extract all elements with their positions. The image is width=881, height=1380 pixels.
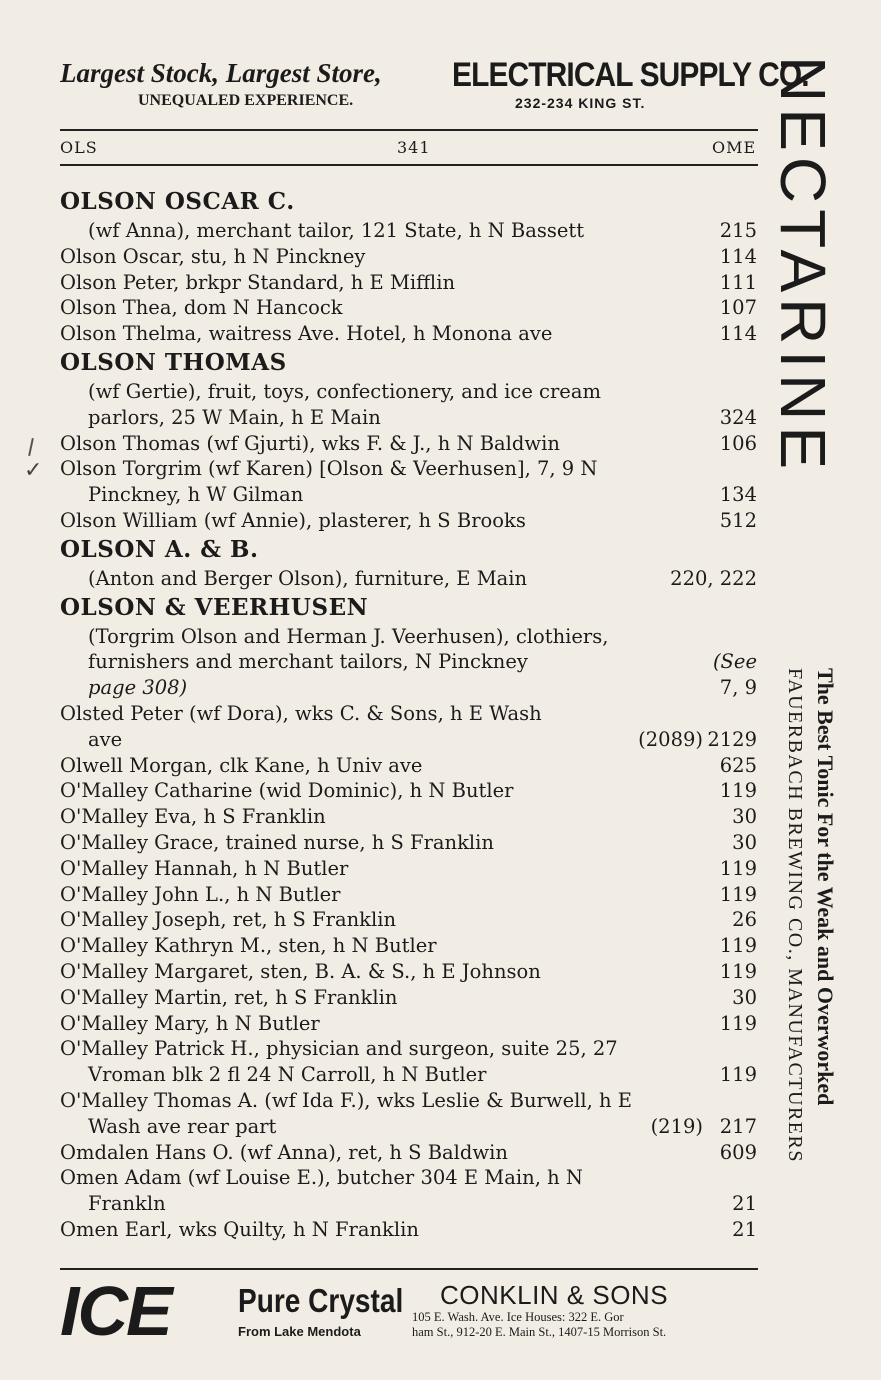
list-item bbox=[60, 244, 757, 270]
header-address: 232-234 KING ST. bbox=[515, 95, 646, 111]
entry-text: O'Malley Mary, h N Butler bbox=[60, 1011, 320, 1035]
entry-number: 119 bbox=[719, 934, 757, 958]
entry-text: O'Malley Grace, trained nurse, h S Franklin bbox=[60, 830, 494, 854]
entry-number: 625 bbox=[719, 753, 757, 777]
entry-number: 119 bbox=[719, 1063, 757, 1087]
list-item bbox=[60, 1114, 757, 1140]
list-item bbox=[60, 270, 757, 296]
footer-rule bbox=[60, 1268, 758, 1270]
list-item bbox=[60, 1062, 757, 1088]
entry-old-number: (2089) bbox=[638, 727, 703, 751]
list-item bbox=[60, 482, 757, 508]
heading-entry-name: OLSON A. & B. bbox=[60, 535, 259, 563]
entry-text: Olson Thelma, waitress Ave. Hotel, h Monona ave bbox=[60, 322, 553, 346]
entry-text: Olson Thomas (wf Gjurti), wks F. & J., h N Baldwin bbox=[60, 431, 560, 455]
entry-number: 119 bbox=[719, 1011, 757, 1035]
entry-number: 215 bbox=[719, 219, 757, 242]
list-item bbox=[60, 431, 757, 457]
entry-number: 220, 222 bbox=[670, 566, 757, 590]
list-item bbox=[60, 933, 757, 959]
side-ad-maker: FAUERBACH BREWING CO., MANUFACTURERS bbox=[784, 668, 806, 1163]
footer-ice-logo: ICE bbox=[60, 1272, 171, 1350]
entry-text: O'Malley Joseph, ret, h S Franklin bbox=[60, 908, 397, 932]
list-item bbox=[60, 1217, 757, 1243]
list-item bbox=[60, 1140, 757, 1166]
footer-address-line2: ham St., 912-20 E. Main St., 1407-15 Morrison St. bbox=[412, 1325, 667, 1339]
entry-text: Omen Adam (wf Louise E.), butcher 304 E Main, h N bbox=[60, 1166, 583, 1190]
header-experience: UNEQUALED EXPERIENCE. bbox=[138, 92, 354, 109]
entry-number: 2129 bbox=[707, 727, 757, 751]
footer-lake: From Lake Mendota bbox=[238, 1324, 361, 1339]
list-item bbox=[60, 830, 757, 856]
list-item bbox=[60, 675, 757, 701]
entry-number: 134 bbox=[719, 483, 757, 507]
directory-listing bbox=[60, 186, 757, 1243]
list-item bbox=[60, 649, 757, 675]
entry-number: 7, 9 bbox=[719, 676, 757, 700]
running-head-right: OME bbox=[712, 138, 757, 157]
list-item bbox=[60, 701, 757, 727]
entry-number: 114 bbox=[719, 244, 757, 268]
entry-text: Omen Earl, wks Quilty, h N Franklin bbox=[60, 1217, 419, 1241]
entry-text: O'Malley John L., h N Butler bbox=[60, 882, 341, 906]
entry-text: O'Malley Margaret, sten, B. A. & S., h E Johnson bbox=[60, 959, 541, 983]
entry-text: O'Malley Hannah, h N Butler bbox=[60, 856, 349, 880]
side-ad-tagline: The Best Tonic For the Weak and Overworked bbox=[813, 668, 838, 1106]
list-item bbox=[60, 959, 757, 985]
list-item bbox=[60, 856, 757, 882]
entry-text: ave bbox=[88, 727, 123, 751]
heading-entry-name: OLSON THOMAS bbox=[60, 348, 287, 376]
entry-text: (Torgrim Olson and Herman J. Veerhusen), clothiers, bbox=[88, 624, 609, 648]
entry-page-reference: page 308) bbox=[88, 676, 188, 700]
header-slogan: Largest Stock, Largest Store, bbox=[60, 58, 382, 88]
side-ad-brand-text: NECTARINE bbox=[767, 56, 839, 476]
entry-number: 119 bbox=[719, 779, 757, 803]
entry-text: furnishers and merchant tailors, N Pinckney bbox=[88, 650, 528, 674]
entry-text: Olson Thea, dom N Hancock bbox=[60, 296, 343, 320]
running-head-rule bbox=[60, 164, 758, 166]
list-item bbox=[60, 218, 757, 244]
entry-text: Omdalen Hans O. (wf Anna), ret, h S Baldwin bbox=[60, 1140, 508, 1164]
entry-text: Vroman blk 2 fl 24 N Carroll, h N Butler bbox=[88, 1063, 487, 1087]
entry-text: Olson Torgrim (wf Karen) [Olson & Veerhusen], 7, 9 N bbox=[60, 457, 598, 481]
list-item bbox=[60, 727, 757, 753]
list-item bbox=[60, 804, 757, 830]
entry-see-reference: (See bbox=[712, 650, 757, 674]
entry-text: Olson Peter, brkpr Standard, h E Mifflin bbox=[60, 270, 456, 294]
entry-text: O'Malley Patrick H., physician and surgeon, suite 25, 27 bbox=[60, 1037, 618, 1061]
entry-number: 324 bbox=[719, 405, 757, 429]
list-item bbox=[60, 456, 757, 482]
entry-text: (wf Anna), merchant tailor, 121 State, h N Bassett bbox=[88, 219, 585, 242]
entry-text: Pinckney, h W Gilman bbox=[88, 483, 304, 507]
entry-number: 119 bbox=[719, 882, 757, 906]
entry-number: 217 bbox=[719, 1114, 757, 1138]
heading-entry-name: OLSON & VEERHUSEN bbox=[60, 593, 369, 621]
entry-text: O'Malley Catharine (wid Dominic), h N Butler bbox=[60, 779, 514, 803]
heading-entry-name: OLSON OSCAR C. bbox=[60, 188, 295, 215]
entry-text: Olsted Peter (wf Dora), wks C. & Sons, h E Wash bbox=[60, 701, 542, 725]
list-item bbox=[60, 778, 757, 804]
entry-number: 609 bbox=[719, 1140, 757, 1164]
list-item bbox=[60, 508, 757, 534]
header-rule bbox=[60, 129, 758, 131]
entry-number: 30 bbox=[732, 805, 757, 829]
entry-number: 512 bbox=[719, 508, 757, 532]
list-item bbox=[60, 1191, 757, 1217]
entry-text: O'Malley Eva, h S Franklin bbox=[60, 805, 326, 829]
entry-text: Wash ave rear part bbox=[88, 1114, 277, 1138]
entry-number: 119 bbox=[719, 856, 757, 880]
entry-text: O'Malley Kathryn M., sten, h N Butler bbox=[60, 934, 437, 958]
list-item bbox=[60, 985, 757, 1011]
list-item bbox=[60, 882, 757, 908]
list-item bbox=[60, 907, 757, 933]
list-item bbox=[60, 405, 757, 431]
entry-text: O'Malley Thomas A. (wf Ida F.), wks Leslie & Burwell, h E bbox=[60, 1088, 632, 1112]
entry-number: 26 bbox=[732, 908, 757, 932]
entry-text: Olson Oscar, stu, h N Pinckney bbox=[60, 244, 366, 268]
entry-text: (Anton and Berger Olson), furniture, E Main bbox=[88, 566, 528, 590]
entry-text: O'Malley Martin, ret, h S Franklin bbox=[60, 985, 398, 1009]
entry-number: 114 bbox=[719, 322, 757, 346]
list-item bbox=[60, 753, 757, 779]
entry-old-number: (219) bbox=[650, 1114, 703, 1138]
list-item bbox=[60, 1088, 757, 1114]
running-head-left: OLS bbox=[60, 138, 98, 157]
entry-number: 21 bbox=[732, 1217, 757, 1241]
footer-pure-crystal: Pure Crystal bbox=[238, 1282, 404, 1319]
entry-number: 119 bbox=[719, 959, 757, 983]
entry-text: Olwell Morgan, clk Kane, h Univ ave bbox=[60, 753, 423, 777]
list-item bbox=[60, 379, 757, 405]
margin-check-mark: ✓ bbox=[24, 458, 43, 483]
page-number: 341 bbox=[397, 138, 431, 157]
footer-company: CONKLIN & SONS bbox=[440, 1280, 669, 1310]
entry-text: parlors, 25 W Main, h E Main bbox=[88, 405, 381, 429]
footer-address-line1: 105 E. Wash. Ave. Ice Houses: 322 E. Gor bbox=[412, 1310, 624, 1324]
list-item bbox=[60, 566, 757, 592]
entry-number: 111 bbox=[719, 270, 757, 294]
side-ad-brand bbox=[760, 56, 840, 626]
entry-text: Frankln bbox=[88, 1192, 166, 1216]
entry-number: 107 bbox=[719, 296, 757, 320]
entry-number: 30 bbox=[732, 985, 757, 1009]
list-item bbox=[60, 1036, 757, 1062]
entry-text: (wf Gertie), fruit, toys, confectionery, and ice cream bbox=[88, 379, 601, 403]
margin-pencil-mark bbox=[28, 438, 34, 456]
list-item bbox=[60, 1165, 757, 1191]
list-item bbox=[60, 321, 757, 347]
list-item bbox=[60, 1011, 757, 1037]
entry-number: 106 bbox=[719, 431, 757, 455]
header-company: ELECTRICAL SUPPLY CO. bbox=[452, 56, 809, 94]
entry-number: 21 bbox=[732, 1192, 757, 1216]
list-item bbox=[60, 624, 757, 650]
entry-number: 30 bbox=[732, 830, 757, 854]
list-item bbox=[60, 295, 757, 321]
entry-text: Olson William (wf Annie), plasterer, h S Brooks bbox=[60, 508, 526, 532]
